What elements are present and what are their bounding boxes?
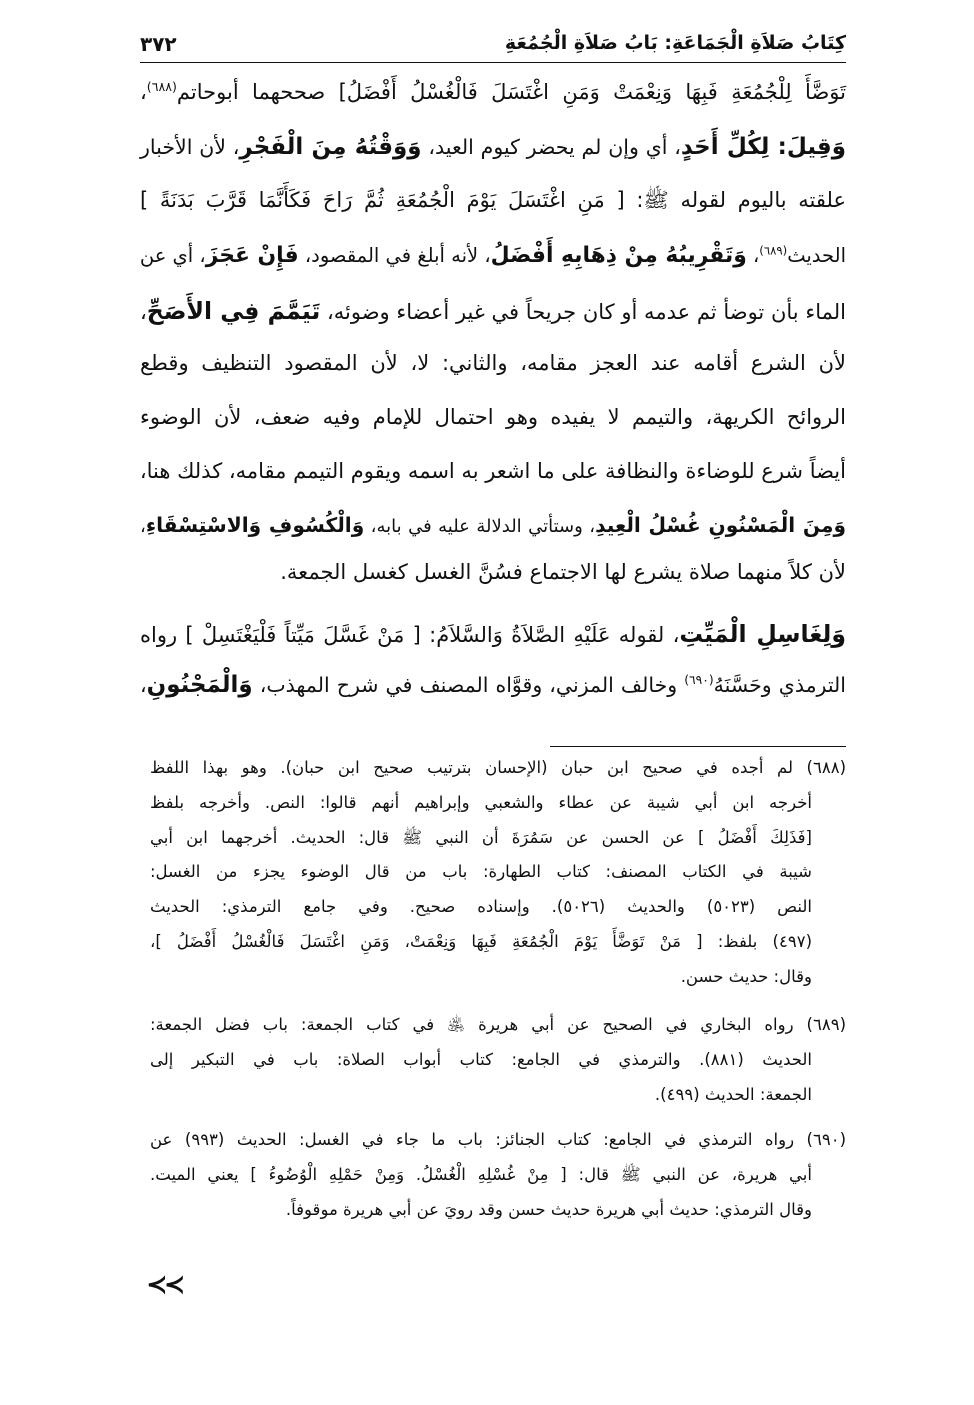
text-line: [140, 620, 846, 648]
footnote-٦٨٨-line: وقال: حديث حسن.: [680, 967, 812, 986]
commentary-text: ، لقوله عَلَيْهِ الصَّلاَةُ وَالسَّلاَمُ: [ مَنْ غَسَّلَ مَيِّتاً فَلْيَغْتَسِلْ ] رواه: [140, 623, 680, 647]
commentary-text: الترمذي وحَسَّنَهُ: [713, 673, 846, 697]
text-line: [140, 297, 846, 325]
continuation-mark: ≺≺: [146, 1270, 182, 1300]
footnote-٦٨٨-line: (٤٩٧) بلفظ: [ مَنْ تَوَضَّأَ يَوْمَ الْجُمُعَةِ فَبِهَا وَنِعْمَتْ، وَمَنِ اغْتَسَلَ فَالْغُسْلُ أَفْضَلُ ]،: [150, 932, 812, 951]
matn-text: وَالْمَجْنُونِ: [146, 672, 253, 698]
text-line: [140, 243, 846, 269]
footnote-ref: (٦٨٨): [146, 79, 177, 94]
footnote-ref: (٦٨٩): [759, 243, 788, 258]
running-title: كِتَابُ صَلاَةِ الْجَمَاعَةِ: بَابُ صَلاَةِ الْجُمُعَةِ: [504, 32, 846, 54]
commentary-text: أيضاً شرع للوضاءة والنظافة على ما اشعر به اسمه ويقوم التيمم مقامه، كذلك هنا،: [139, 459, 846, 483]
text-line: [140, 134, 846, 162]
footnote-٦٨٨-line: (٦٨٨) لم أجده في صحيح ابن حبان (الإحسان بترتيب صحيح ابن حبان). وهو بهذا اللفظ: [150, 758, 846, 777]
text-line: [140, 80, 846, 105]
commentary-text: لأن كلاً منهما صلاة يشرع لها الاجتماع فسُنَّ الغسل كغسل الجمعة.: [280, 560, 846, 584]
footnote-٦٨٨-line: أخرجه ابن أبي شيبة عن عطاء والشعبي وإبراهيم أنهم قالوا: النص. وأخرجه بلفظ: [150, 793, 812, 812]
commentary-text: ، لأنه أبلغ في المقصود،: [298, 244, 491, 267]
footnote-٦٩٠-line: (٦٩٠) رواه الترمذي في الجامع: كتاب الجنائز: باب ما جاء في الغسل: الحديث (٩٩٣) عن: [150, 1130, 846, 1149]
matn-text: وَقِيلَ: لِكُلِّ أَحَدٍ: [680, 134, 846, 160]
text-line: [140, 405, 846, 430]
footnote-divider: [550, 746, 846, 747]
text-line: [140, 188, 846, 213]
matn-text: وَلِغَاسِلِ الْمَيِّتِ: [679, 620, 847, 648]
footnote-٦٨٨-line: النص (٥٠٢٣) والحديث (٥٠٢٦). وإسناده صحيح. وفي جامع الترمذي: الحديث: [150, 897, 812, 916]
footnote-٦٨٨-line: شيبة في الكتاب المصنف: كتاب الطهارة: باب من قال الوضوء يجزء من الغسل:: [150, 862, 812, 881]
commentary-text: الحديث: [787, 244, 846, 267]
text-line: [140, 351, 846, 376]
commentary-text: تَوَضَّأَ لِلْجُمُعَةِ فَبِهَا وَنِعْمَتْ وَمَنِ اغْتَسَلَ فَالْغُسْلُ أَفْضَلُ] صححهما أبوحاتم: [176, 80, 846, 104]
footnote-٦٨٨-line: [فَذَلِكَ أَفْضَلُ ] عن الحسن عن سَمُرَةَ أن النبي ﷺ قال: الحديث. أخرجهما ابن أبي: [150, 828, 812, 847]
page-number: ٣٧٢: [140, 32, 177, 56]
commentary-text: ،: [746, 244, 760, 267]
commentary-text: ، لأن الأخبار: [140, 135, 240, 159]
text-line: [140, 672, 846, 700]
text-line: [140, 560, 846, 585]
footnote-٦٩٠-line: وقال الترمذي: حديث أبي هريرة حديث حسن وقد رويَ عن أبي هريرة موقوفاً.: [285, 1200, 812, 1219]
commentary-text: علقته باليوم لقوله ﷺ: [ مَنِ اغْتَسَلَ يَوْمَ الْجُمُعَةِ ثُمَّ رَاحَ فَكَأَنَّمَا قَرَّبَ بَدَنَةً ]: [140, 188, 846, 212]
matn-text: وَوَقْتُهُ مِنَ الْفَجْرِ: [239, 134, 422, 160]
text-line: [140, 513, 846, 538]
running-header: [140, 30, 846, 63]
footnote-٦٨٩-line: الحديث (٨٨١). والترمذي في الجامع: كتاب أبواب الصلاة: باب في التبكير إلى: [150, 1050, 812, 1069]
footnote-٦٨٩-line: الجمعة: الحديث (٤٩٩).: [654, 1085, 812, 1104]
footnote-٦٨٩-line: (٦٨٩) رواه البخاري في الصحيح عن أبي هريرة ﵁ في كتاب الجمعة: باب فضل الجمعة:: [150, 1015, 846, 1034]
commentary-text: الروائح الكريهة، والتيمم لا يفيده وهو احتمال للإمام وفيه ضعف، لأن الوضوء: [140, 405, 846, 429]
commentary-text: لأن الشرع أقامه عند العجز مقامه، والثاني: لا، لأن المقصود التنظيف وقطع: [140, 351, 846, 375]
text-line: [140, 459, 846, 484]
commentary-text: ،: [140, 516, 146, 537]
footnote-ref: (٦٩٠): [684, 673, 714, 688]
commentary-text: ، أي وإن لم يحضر كيوم العيد،: [421, 135, 681, 159]
footnote-٦٩٠-line: أبي هريرة، عن النبي ﷺ قال: [ مِنْ غُسْلِهِ الْغُسْلُ. وَمِنْ حَمْلِهِ الْوُضُوءُ ] يعني الميت.: [150, 1165, 812, 1184]
commentary-text: الماء بأن توضأ ثم عدمه أو كان جريحاً في غير أعضاء وضوئه،: [320, 300, 846, 324]
commentary-text: ،: [140, 673, 147, 697]
commentary-text: ، أي عن: [139, 244, 206, 267]
commentary-text: ،: [140, 300, 147, 324]
matn-text: تَيَمَّمَ فِي الأَصَحِّ: [146, 297, 321, 325]
matn-text: وَالْكُسُوفِ وَالاسْتِسْقَاءِ: [145, 513, 365, 537]
commentary-text: ،: [140, 80, 147, 104]
matn-text: فَإِنْ عَجَزَ: [205, 243, 299, 268]
matn-text: وَتَقْرِيبُهُ مِنْ ذِهَابِهِ أَفْضَلُ: [490, 243, 747, 268]
commentary-text: ، وستأتي الدلالة عليه في بابه،: [364, 516, 596, 537]
commentary-text: وخالف المزني، وقوَّاه المصنف في شرح المهذب،: [252, 673, 685, 697]
matn-text: وَمِنَ الْمَسْنُونِ غُسْلُ الْعِيدِ: [595, 513, 846, 537]
